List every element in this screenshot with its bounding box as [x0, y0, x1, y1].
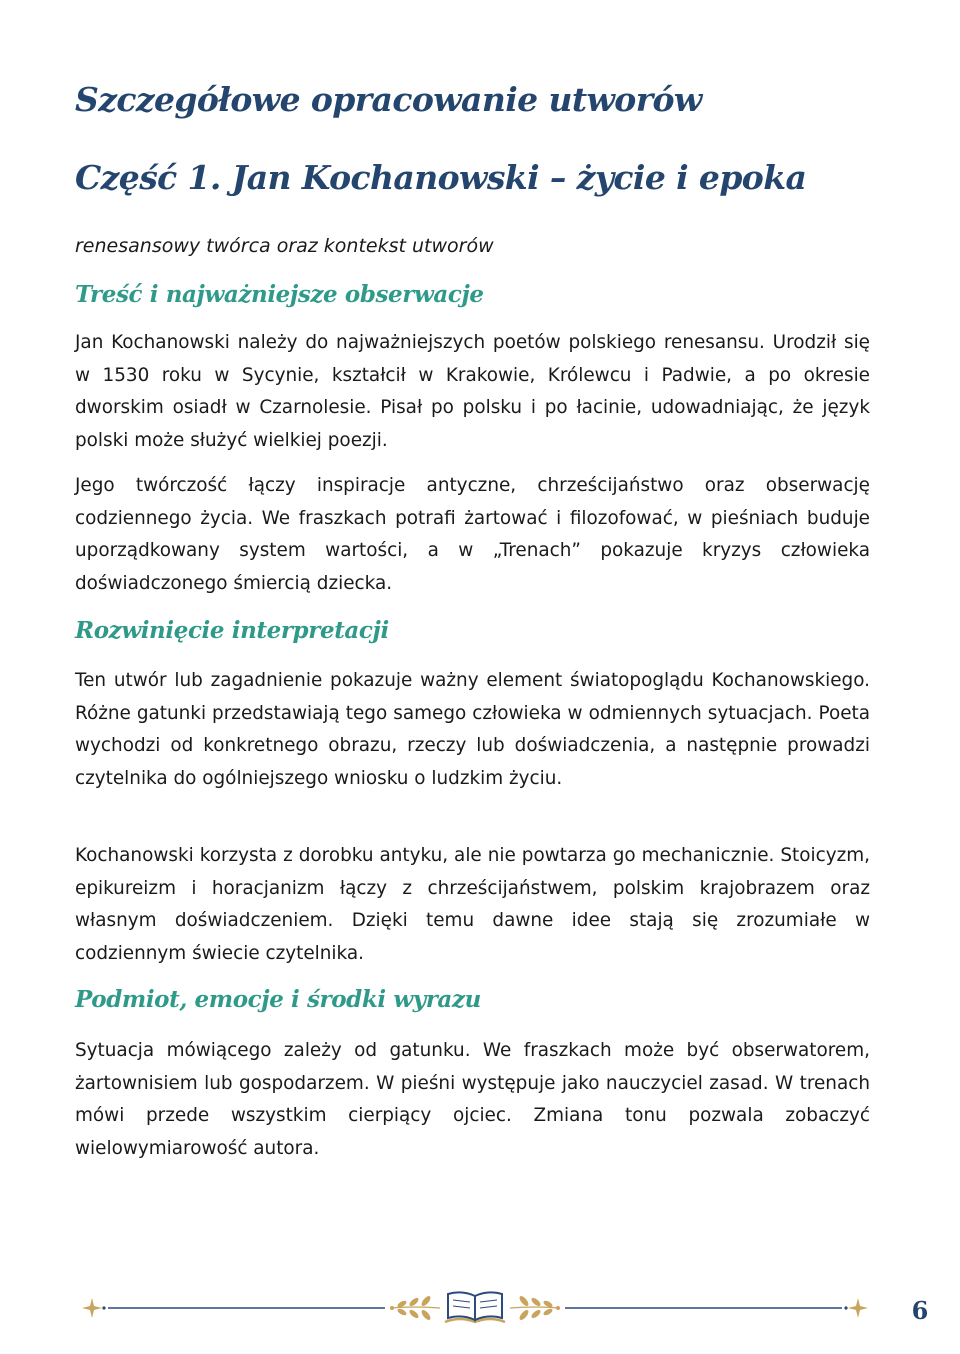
right-laurel-icon: [510, 1295, 560, 1322]
part-title: Część 1. Jan Kochanowski – życie i epoka: [75, 158, 807, 197]
paragraph: Ten utwór lub zagadnienie pokazuje ważny element światopoglądu Kochanowskiego. Różne gatunki przedstawiają tego samego człowieka w odmiennych sytuacjach. Poeta wychodzi od konkretnego obrazu, rzeczy lub doświadczenia, a następnie prowadzi czytelnika do ogólniejszego wniosku o ludzkim życiu.: [75, 670, 870, 789]
paragraph: Jan Kochanowski należy do najważniejszych poetów polskiego renesansu. Urodził się w 1530 roku w Sycynie, kształcił w Krakowie, Królewcu i Padwie, a po okresie dworskim osiadł w Czarnolesie. Pisał po polsku i po łacinie, udowadniając, że język polski może służyć wielkiej poezji.: [75, 332, 870, 451]
subtitle: renesansowy twórca oraz kontekst utworów: [75, 235, 494, 257]
open-book-icon: [445, 1292, 505, 1322]
section-heading-tresc: Treść i najważniejsze obserwacje: [75, 281, 484, 308]
section-heading-podmiot: Podmiot, emocje i środki wyrazu: [75, 986, 481, 1013]
right-sparkle-icon: [844, 1298, 868, 1318]
paragraph: Jego twórczość łączy inspiracje antyczne, chrześcijaństwo oraz obserwację codziennego życia. We fraszkach potrafi żartować i filozofować, w pieśniach buduje uporządkowany system wartości, a w „Trenach” pokazuje kryzys człowieka doświadczonego śmiercią dziecka.: [75, 475, 870, 594]
paragraph: Kochanowski korzysta z dorobku antyku, ale nie powtarza go mechanicznie. Stoicyzm, epikureizm i horacjanizm łączy z chrześcijaństwem, polskim krajobrazem oraz własnym doświadczeniem. Dzięki temu dawne idee stają się zrozumiałe w codziennym świecie czytelnika.: [75, 845, 870, 964]
paragraph: Sytuacja mówiącego zależy od gatunku. We fraszkach może być obserwatorem, żartownisiem lub gospodarzem. W pieśni występuje jako nauczyciel zasad. W trenach mówi przede wszystkim cierpiący ojciec. Zmiana tonu pozwala zobaczyć wielowymiarowość autora.: [75, 1040, 870, 1159]
left-laurel-icon: [390, 1295, 440, 1322]
left-sparkle-icon: [82, 1298, 106, 1318]
page-title: Szczegółowe opracowanie utworów: [75, 80, 702, 119]
section-heading-rozwiniecie: Rozwinięcie interpretacji: [75, 617, 389, 644]
page-number: 6: [911, 1296, 929, 1325]
footer-ornament: [80, 1280, 870, 1336]
